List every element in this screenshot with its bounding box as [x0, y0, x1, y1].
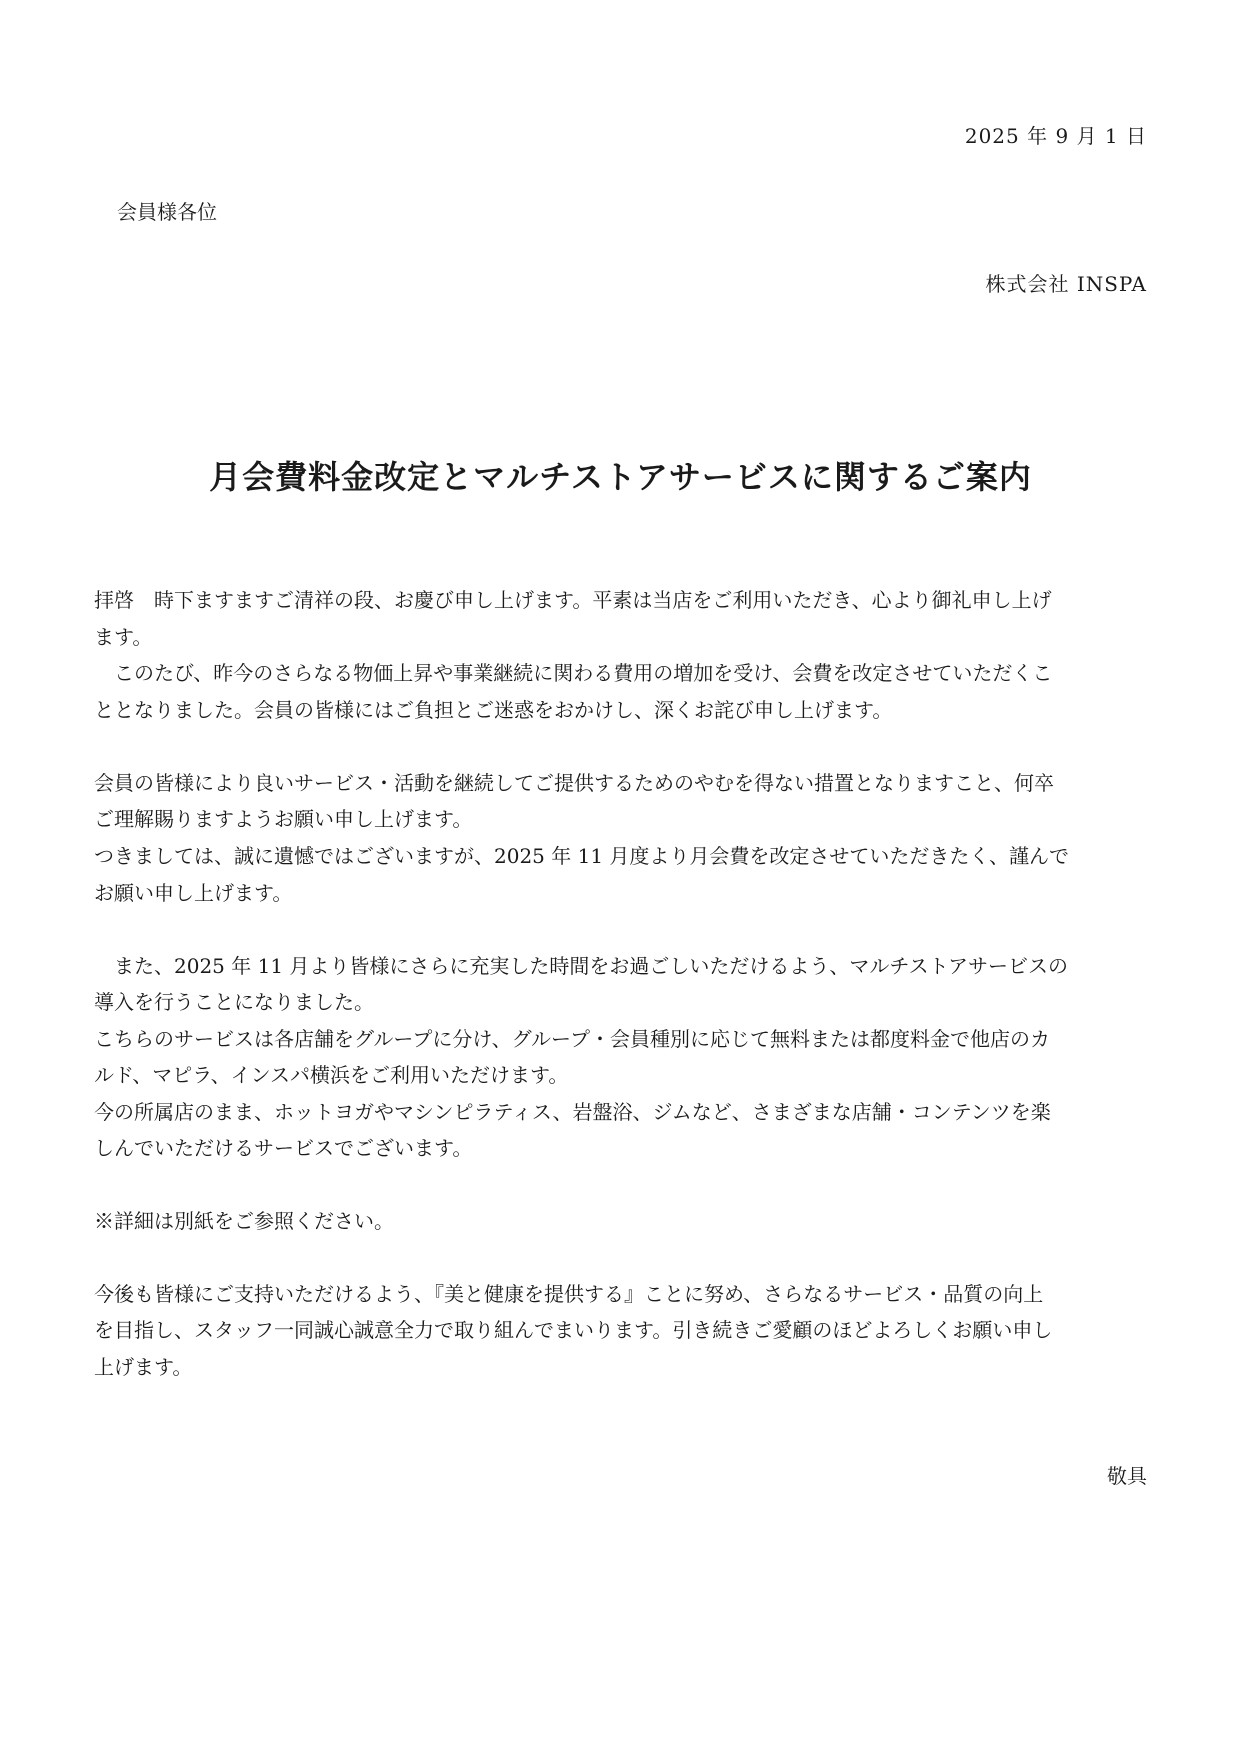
sender-company: 株式会社 INSPA [985, 272, 1147, 296]
body-line: こちらのサービスは各店舗をグループに分け、グループ・会員種別に応じて無料または都度料金で他店のカ [94, 1027, 1050, 1051]
body-note: ※詳細は別紙をご参照ください。 [94, 1209, 394, 1233]
body-line: ルド、マピラ、インスパ横浜をご利用いただけます。 [94, 1063, 569, 1087]
body-line: を目指し、スタッフ一同誠心誠意全力で取り組んでまいります。引き続きご愛顧のほどよろしくお願い申し [94, 1318, 1053, 1342]
body-line: つきましては、誠に遺憾ではございますが、2025 年 11 月度より月会費を改定させていただきたく、謹んで [94, 844, 1070, 868]
closing-salutation: 敬具 [1107, 1464, 1147, 1488]
body-line: ご理解賜りますようお願い申し上げます。 [94, 807, 473, 831]
body-line: ととなりました。会員の皆様にはご負担とご迷惑をおかけし、深くお詫び申し上げます。 [94, 698, 893, 722]
body-line: 上げます。 [94, 1355, 193, 1379]
body-line: 今後も皆様にご支持いただけるよう、『美と健康を提供する』ことに努め、さらなるサービス・品質の向上 [94, 1282, 1044, 1306]
body-line: 導入を行うことになりました。 [94, 990, 374, 1014]
body-line: また、2025 年 11 月より皆様にさらに充実した時間をお過ごしいただけるよう、マルチストアサービスの [94, 954, 1069, 978]
document-title: 月会費料金改定とマルチストアサービスに関するご案内 [209, 458, 1032, 496]
body-line: 会員の皆様により良いサービス・活動を継続してご提供するためのやむを得ない措置となりますこと、何卒 [94, 771, 1054, 795]
body-line: 今の所属店のまま、ホットヨガやマシンピラティス、岩盤浴、ジムなど、さまざまな店舗・コンテンツを楽 [94, 1100, 1051, 1124]
body-line: お願い申し上げます。 [94, 881, 293, 905]
body-line: ます。 [94, 625, 153, 649]
addressee: 会員様各位 [117, 200, 217, 224]
body-line: このたび、昨今のさらなる物価上昇や事業継続に関わる費用の増加を受け、会費を改定させていただくこ [94, 661, 1053, 685]
letter-date: 2025 年 9 月 1 日 [964, 124, 1147, 148]
body-line: しんでいただけるサービスでございます。 [94, 1136, 473, 1160]
body-line: 拝啓 時下ますますご清祥の段、お慶び申し上げます。平素は当店をご利用いただき、心より御礼申し上げ [94, 588, 1052, 612]
